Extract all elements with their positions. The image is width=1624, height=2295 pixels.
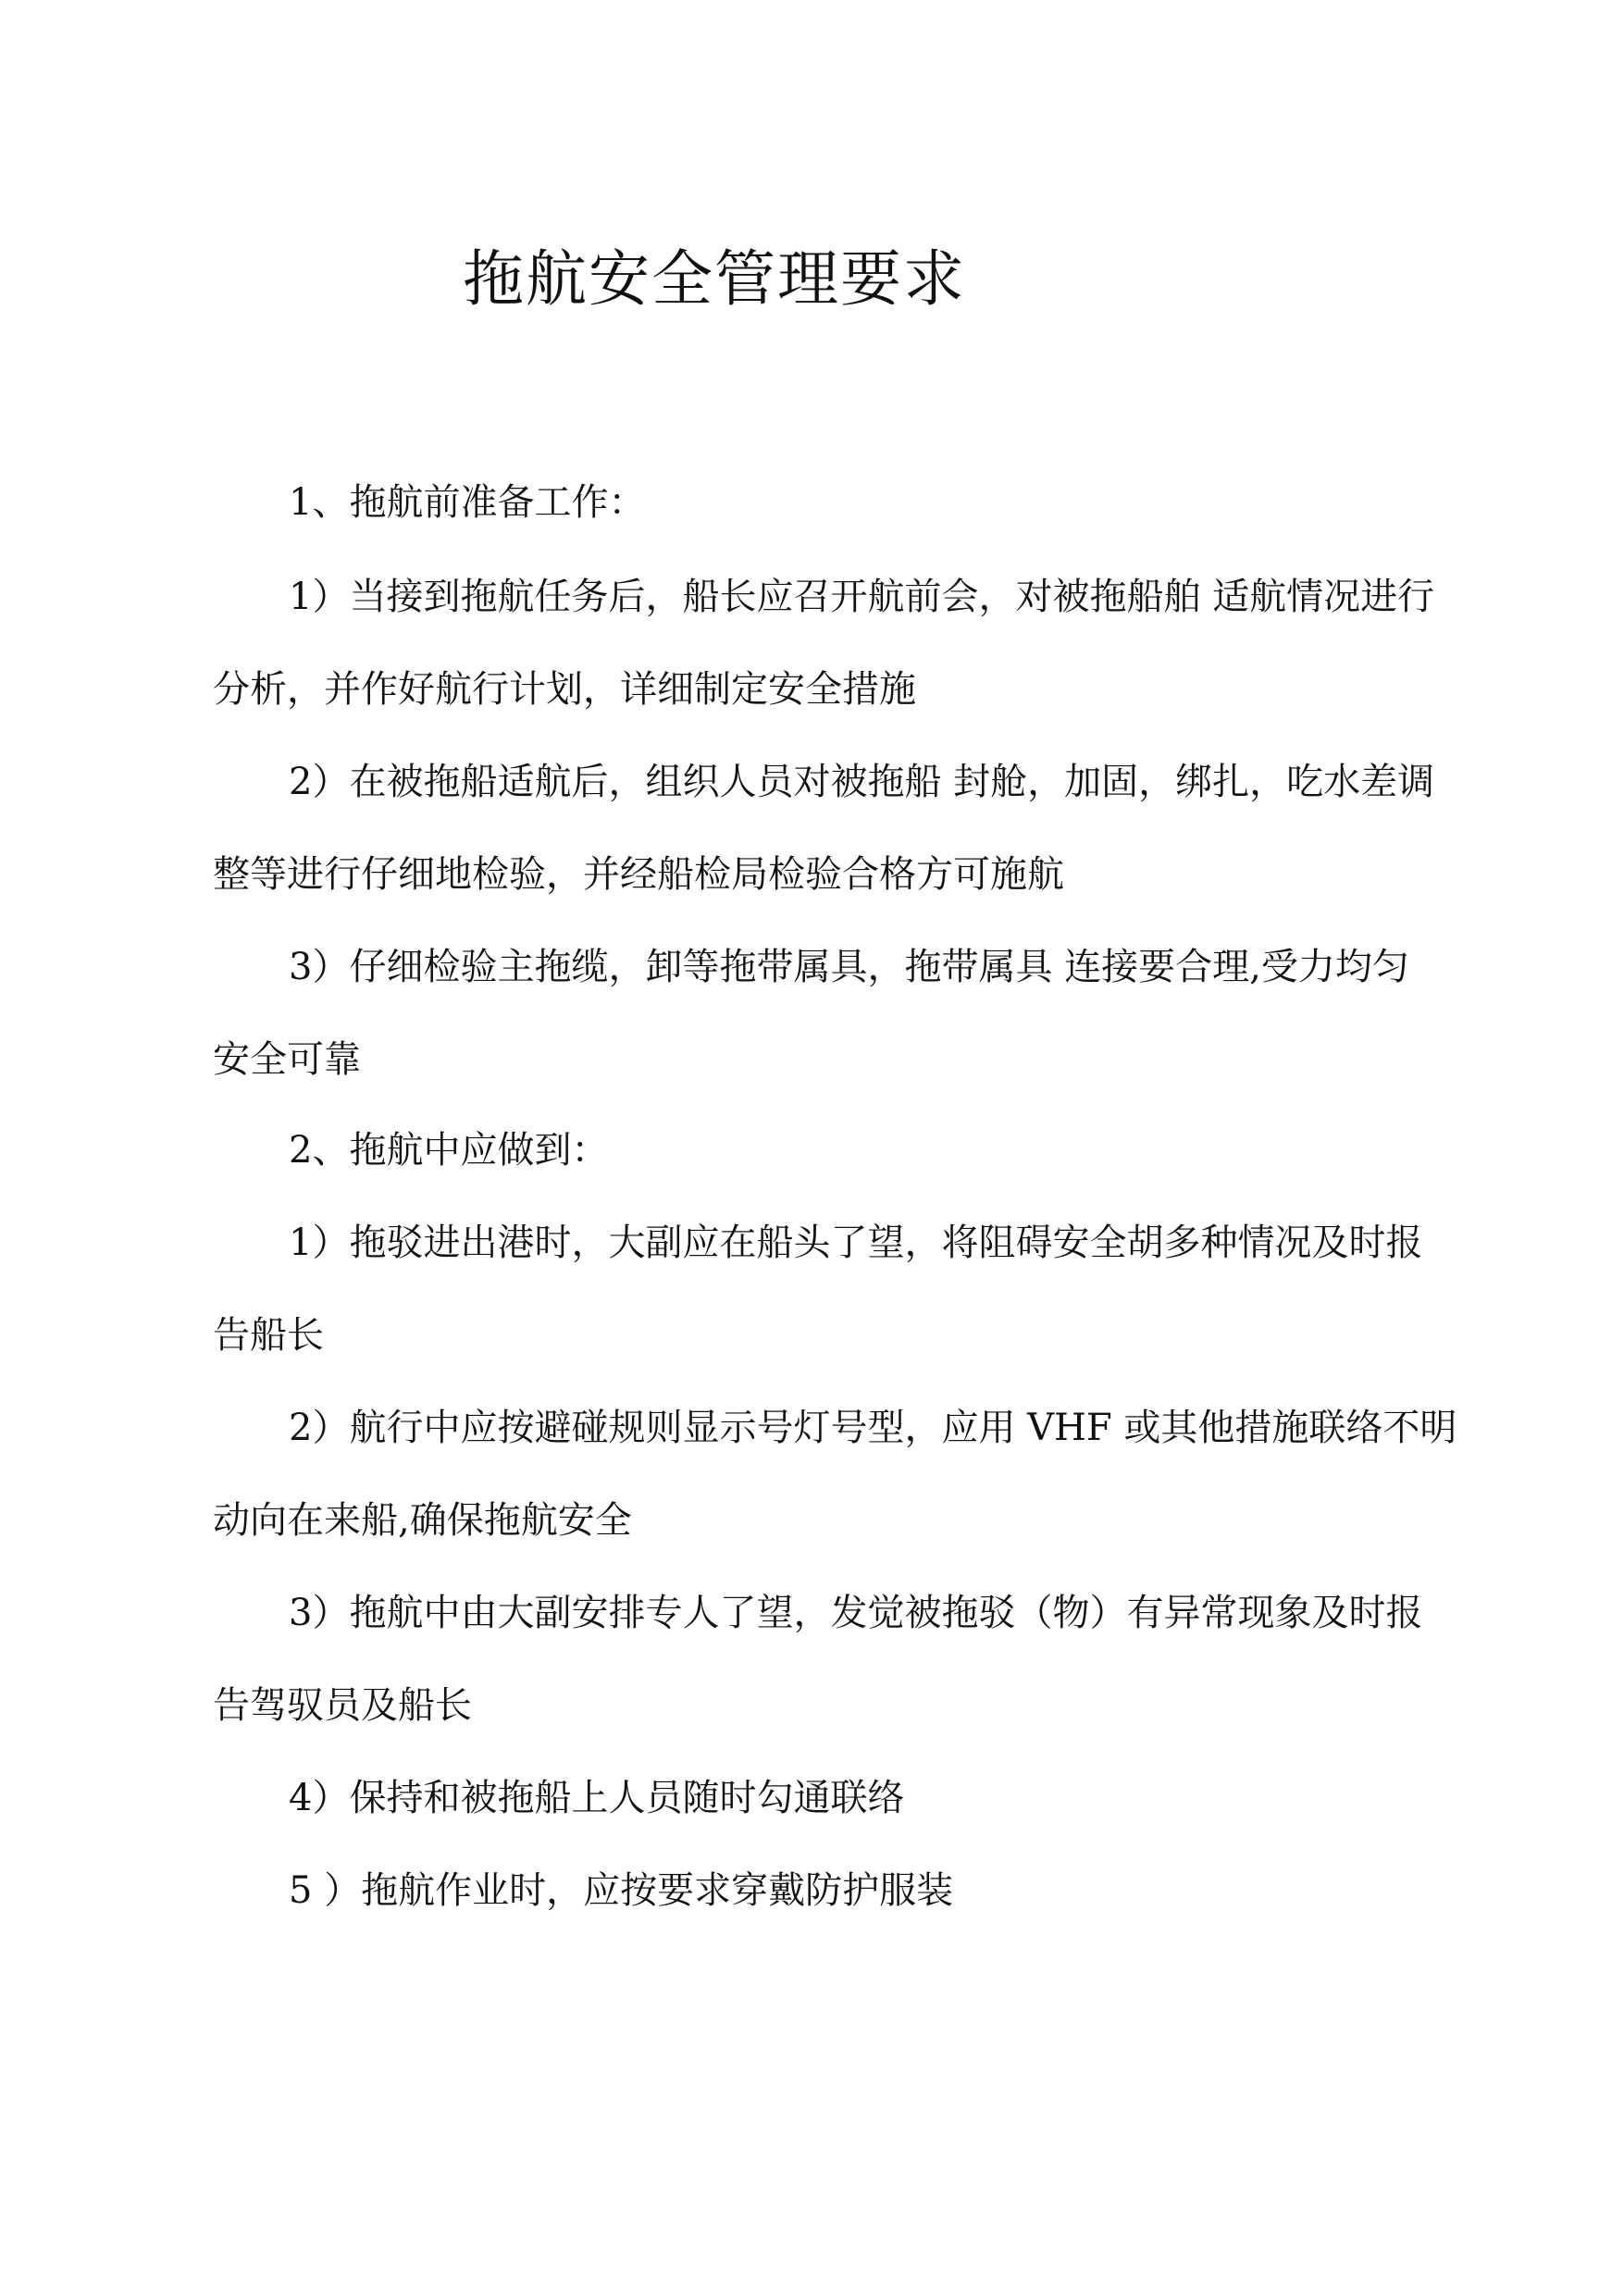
item-2-2-line-1: 2）航行中应按避碰规则显示号灯号型，应用 VHF 或其他措施联络不明 — [289, 1407, 1457, 1449]
item-2-1-line-1: 1）拖驳进出港时，大副应在船头了望，将阻碍安全胡多种情况及时报 — [289, 1222, 1423, 1264]
document-title: 拖航安全管理要求 — [463, 243, 966, 315]
item-2-3-line-1: 3）拖航中由大副安排专人了望，发觉被拖驳（物）有异常现象及时报 — [289, 1592, 1423, 1634]
item-1-1-line-2: 分析，并作好航行计划，详细制定安全措施 — [213, 668, 916, 711]
item-2-1-line-2: 告船长 — [213, 1314, 324, 1357]
item-2-4: 4）保持和被拖船上人员随时勾通联络 — [289, 1777, 905, 1819]
item-1-2-line-2: 整等进行仔细地检验，并经船检局检验合格方可施航 — [213, 853, 1064, 896]
item-2-2-line-2: 动向在来船,确保拖航安全 — [213, 1499, 632, 1542]
item-1-3-line-2: 安全可靠 — [213, 1038, 361, 1081]
item-2-3-line-2: 告驾驭员及船长 — [213, 1684, 472, 1727]
section-1-heading: 1、拖航前准备工作： — [289, 481, 646, 524]
item-1-2-line-1: 2）在被拖船适航后，组织人员对被拖船 封舱，加固，绑扎，吃水差调 — [289, 761, 1435, 803]
item-1-1-line-1: 1）当接到拖航任务后，船长应召开航前会，对被拖船舶 适航情况进行 — [289, 576, 1435, 618]
item-2-5: 5 ）拖航作业时，应按要求穿戴防护服装 — [289, 1869, 954, 1912]
item-1-3-line-1: 3）仔细检验主拖缆，卸等拖带属具，拖带属具 连接要合理,受力均匀 — [289, 946, 1409, 988]
section-2-heading: 2、拖航中应做到： — [289, 1129, 609, 1172]
